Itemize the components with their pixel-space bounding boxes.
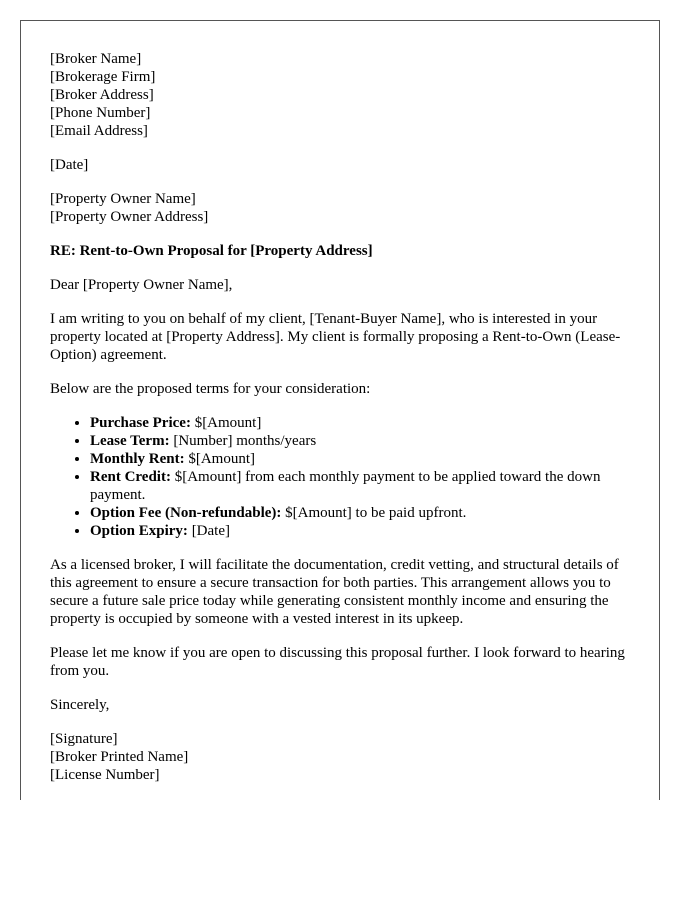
closing-paragraph: Please let me know if you are open to discussing this proposal further. I look forward to hearing from you. — [50, 645, 625, 679]
license-number: [License Number] — [50, 767, 160, 783]
letter-date: [Date] — [50, 157, 89, 173]
salutation: Dear [Property Owner Name], — [50, 277, 233, 293]
term-label: Option Expiry: — [90, 523, 188, 539]
brokerage-firm: [Brokerage Firm] — [50, 69, 156, 85]
email-address: [Email Address] — [50, 123, 148, 139]
term-value: $[Amount] to be paid upfront. — [281, 505, 467, 521]
term-value: $[Amount] — [184, 451, 255, 467]
term-label: Rent Credit: — [90, 469, 171, 485]
date-block — [50, 156, 642, 174]
letter-page — [20, 20, 660, 800]
term-item — [90, 432, 642, 450]
term-label: Purchase Price: — [90, 415, 191, 431]
term-value: [Number] months/years — [169, 433, 317, 449]
term-label: Monthly Rent: — [90, 451, 185, 467]
term-item — [90, 450, 642, 468]
intro-paragraph: I am writing to you on behalf of my client, [Tenant-Buyer Name], who is interested in your property located at [Property Address]. My client is formally proposing a Rent-to-Own (Lease-Option) agreement. — [50, 311, 621, 363]
term-value: [Date] — [187, 523, 230, 539]
recipient-block — [50, 190, 642, 226]
phone-number: [Phone Number] — [50, 105, 151, 121]
broker-name: [Broker Name] — [50, 51, 142, 67]
term-value: $[Amount] from each monthly payment to be applied toward the down payment. — [90, 469, 601, 503]
letter-content — [50, 50, 642, 800]
term-value: $[Amount] — [190, 415, 262, 431]
closing: Sincerely, — [50, 697, 110, 713]
term-item — [90, 504, 642, 522]
term-label: Option Fee (Non-refundable): — [90, 505, 282, 521]
body-paragraph: As a licensed broker, I will facilitate the documentation, credit vetting, and structural details of this agreement to ensure a secure transaction for both parties. This arrangement allows you to secure a future sale price today while generating consistent monthly income and ensuring the property is occupied by someone with a vested interest in its upkeep. — [50, 557, 619, 627]
signature-block — [50, 730, 642, 784]
subject-line: RE: Rent-to-Own Proposal for [Property Address] — [50, 243, 373, 259]
broker-printed-name: [Broker Printed Name] — [50, 749, 189, 765]
broker-address: [Broker Address] — [50, 87, 154, 103]
term-item — [90, 468, 642, 504]
term-item — [90, 414, 642, 432]
sender-block — [50, 50, 642, 140]
term-label: Lease Term: — [90, 433, 170, 449]
terms-intro: Below are the proposed terms for your consideration: — [50, 381, 371, 397]
signature: [Signature] — [50, 731, 118, 747]
term-item — [90, 522, 642, 540]
owner-address: [Property Owner Address] — [50, 209, 209, 225]
owner-name: [Property Owner Name] — [50, 191, 196, 207]
terms-list — [50, 414, 642, 540]
